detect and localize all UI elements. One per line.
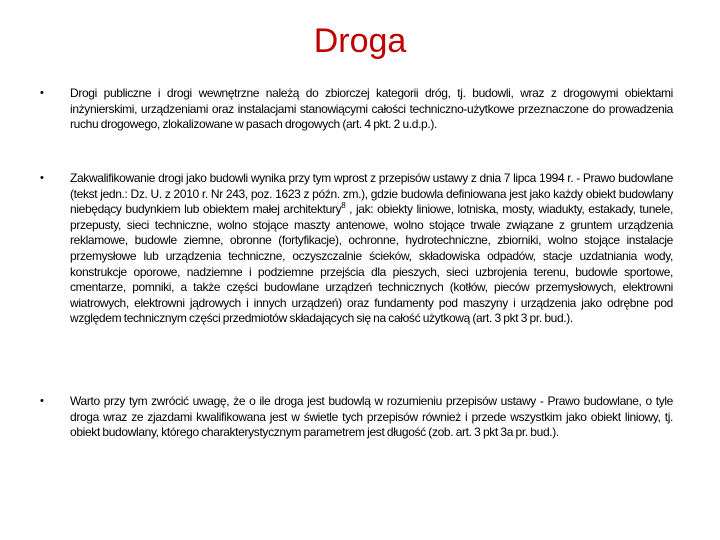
- bullet-icon: •: [40, 172, 44, 184]
- slide-title: Droga: [313, 22, 407, 60]
- bullet-icon: •: [40, 87, 44, 99]
- bullet-icon: •: [40, 395, 44, 407]
- bullet-item: [40, 171, 673, 327]
- bullet-text: Warto przy tym zwrócić uwagę, że o ile droga jest budowlą w rozumieniu przepisów ustawy - Prawo budowlane, o tyle droga wraz ze zjazdami kwalifikowana jest w świetle tych przepisów również i przede wszystkim jako obiekt liniowy, tj. obiekt budowlany, którego charakterystycznym parametrem jest długość (zob. art. 3 pkt 3a pr. bud.).: [70, 394, 673, 440]
- footnote-marker: 8: [341, 201, 346, 211]
- bullet-text: Drogi publiczne i drogi wewnętrzne należą do zbiorczej kategorii dróg, tj. budowli, wraz z drogowymi obiektami inżynierskimi, urządzeniami oraz instalacjami stanowiącymi całości techniczno-użytkowe przeznaczone do prowadzenia ruchu drogowego, zlokalizowane w pasach drogowych (art. 4 pkt. 2 u.d.p.).: [70, 86, 673, 132]
- bullet-item: [40, 86, 673, 133]
- bullet-text: [70, 171, 673, 327]
- bullet-text-part: , jak: obiekty liniowe, lotniska, mosty, wiadukty, estakady, tunele, przepusty, sieci techniczne, wolno stojące maszty antenowe, wolno stojące trwale związane z gruntem urządzenia reklamowe, budowle ziemne, obronne (fortyfikacje), ochronne, hydrotechniczne, zbiorniki, wolno stojące instalacje przemysłowe lub urządzenia techniczne, oczyszczalnie ścieków, składowiska odpadów, stacje uzdatniania wody, konstrukcje oporowe, nadziemne i podziemne przejścia dla pieszych, sieci uzbrojenia terenu, budowle sportowe, cmentarze, pomniki, a także części budowlane urządzeń technicznych (kotłów, pieców przemysłowych, elektrowni wiatrowych, elektrowni jądrowych i innych urządzeń) oraz fundamenty pod maszyny i urządzenia jako odrębne pod względem technicznym części przedmiotów składających się na całość użytkową (art. 3 pkt 3 pr. bud.).: [70, 202, 673, 326]
- bullet-text-part: Zakwalifikowanie drogi jako budowli wynika przy tym wprost z przepisów ustawy z dnia 7 lipca 1994 r. - Prawo budowlane (tekst jedn.: Dz. U. z 2010 r. Nr 243, poz. 1623 z późn. zm.), gdzie budowla definiowana jest jako każdy obiekt budowlany niebędący budynkiem lub obiektem małej architektury: [70, 171, 673, 217]
- bullet-item: [40, 394, 673, 441]
